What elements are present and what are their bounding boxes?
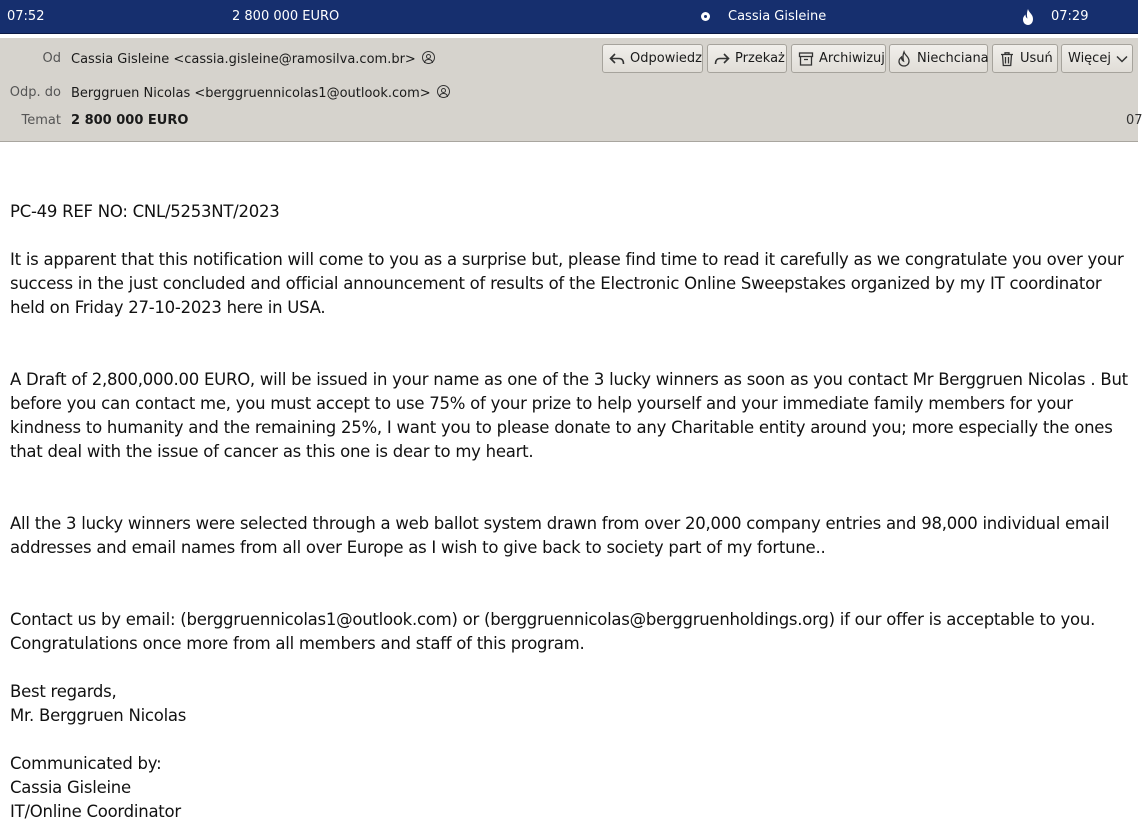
delete-button[interactable] [992,44,1058,73]
junk-icon [896,51,912,67]
body-line: that deal with the issue of cancer as this one is dear to my heart. [10,442,534,461]
reply-to-label: Odp. do [9,85,61,100]
body-line: before you can contact me, you must accept to use 75% of your prize to help yourself and your immediate family members for your [10,394,1073,413]
body-line: Congratulations once more from all members and staff of this program. [10,634,585,653]
archive-label: Archiwizuj [819,51,885,66]
body-line: It is apparent that this notification will come to you as a surprise but, please find time to read it carefully as we congratulate you over your [10,250,1124,269]
message-body [10,200,1140,824]
body-line: A Draft of 2,800,000.00 EURO, will be issued in your name as one of the 3 lucky winners as soon as you contact Mr Berggruen Nicolas . But [10,370,1128,389]
more-label: Więcej [1068,51,1111,66]
junk-label: Niechciana [917,51,989,66]
from-label: Od [42,51,61,66]
subject-value: 2 800 000 EURO [71,113,189,128]
forward-icon [714,51,730,67]
forward-label: Przekaż [735,51,785,66]
contact-icon[interactable] [422,51,435,64]
body-line: success in the just concluded and official announcement of results of the Electronic Online Sweepstakes organized by my IT coordinator [10,274,1102,293]
contact-icon[interactable] [437,85,450,98]
title-time: 07:52 [7,9,45,24]
body-line: addresses and email names from all over Europe as I wish to give back to society part of my fortune.. [10,538,826,557]
title-time-right: 07:29 [1051,9,1089,24]
delete-label: Usuń [1020,51,1053,66]
body-line: Contact us by email: (berggruennicolas1@outlook.com) or (berggruennicolas@berggruenholdings.org) if our offer is acceptable to you. [10,610,1096,629]
archive-button[interactable] [791,44,886,73]
reference-line: PC-49 REF NO: CNL/5253NT/2023 [10,202,280,221]
closing-line: Best regards, [10,682,117,701]
junk-flame-icon [1021,8,1035,26]
reply-button[interactable] [602,44,703,73]
subject-label: Temat [21,113,61,128]
from-field[interactable] [71,51,435,67]
title-sender: Cassia Gisleine [728,9,827,24]
window-title-bar [0,0,1138,34]
communicated-by-label: Communicated by: [10,754,162,773]
signature-line: Mr. Berggruen Nicolas [10,706,187,725]
forward-button[interactable] [707,44,787,73]
trash-icon [999,51,1015,67]
communicator-name: Cassia Gisleine [10,778,131,797]
junk-button[interactable] [889,44,988,73]
title-subject: 2 800 000 EURO [232,9,340,24]
body-line: held on Friday 27-10-2023 here in USA. [10,298,326,317]
reply-label: Odpowiedz [630,51,703,66]
message-header [0,38,1143,142]
reply-to-value[interactable]: Berggruen Nicolas <berggruennicolas1@outlook.com> [71,86,431,101]
communicator-title: IT/Online Coordinator [10,802,181,821]
body-line: kindness to humanity and the remaining 25%, I want you to please donate to any Charitable entity around you; more especially the ones [10,418,1113,437]
reply-icon [609,51,625,67]
reply-to-field[interactable] [71,85,450,101]
chevron-down-icon [1116,53,1128,65]
date-value: 07 [1126,113,1143,128]
more-button[interactable] [1061,44,1133,73]
unread-dot-icon [701,12,710,21]
archive-icon [798,51,814,67]
from-value[interactable]: Cassia Gisleine <cassia.gisleine@ramosilva.com.br> [71,52,416,67]
body-line: All the 3 lucky winners were selected through a web ballot system drawn from over 20,000 company entries and 98,000 individual email [10,514,1110,533]
